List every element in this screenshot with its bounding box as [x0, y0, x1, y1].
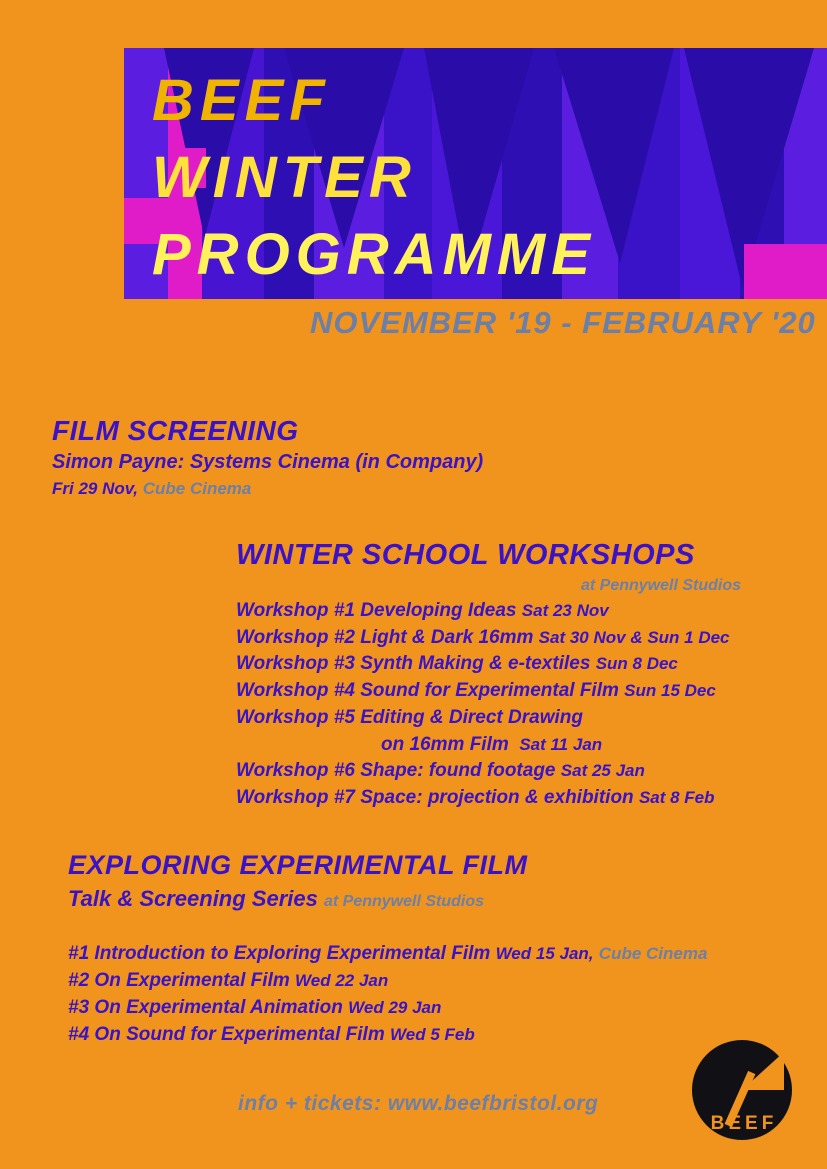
exploring-section [68, 848, 808, 1048]
exploring-list [68, 940, 808, 1048]
banner-line-1: BEEF [152, 68, 331, 133]
workshop-title: Workshop #7 Space: projection & exhibition [236, 786, 634, 808]
exploring-location: at Pennywell Studios [323, 893, 485, 910]
workshop-item [236, 651, 816, 678]
poster-banner [124, 48, 827, 299]
exploring-item-venue: Cube Cinema [598, 944, 708, 963]
exploring-item-title: #2 On Experimental Film [68, 970, 290, 991]
exploring-item-date: Wed 15 Jan, [495, 944, 594, 963]
workshop-title: Workshop #5 Editing & Direct Drawing [236, 706, 583, 728]
footer-info[interactable]: info + tickets: www.beefbristol.org [238, 1092, 599, 1115]
workshop-item [236, 598, 816, 625]
exploring-subheading-line [68, 883, 808, 918]
exploring-subheading: Talk & Screening Series [68, 886, 318, 911]
workshop-title: Workshop #4 Sound for Experimental Film [236, 680, 619, 702]
winter-school-heading: WINTER SCHOOL WORKSHOPS [236, 539, 695, 571]
exploring-item-title: #1 Introduction to Exploring Experimental Film [68, 943, 491, 964]
film-screening-date: Fri 29 Nov, [52, 479, 138, 498]
workshop-date: Sun 8 Dec [595, 654, 678, 674]
film-screening-title: Simon Payne: Systems Cinema (in Company) [52, 451, 484, 473]
workshop-title: on 16mm Film [381, 733, 509, 755]
beef-logo [692, 1040, 802, 1150]
banner-title [152, 62, 827, 293]
film-screening-heading: FILM SCREENING [52, 415, 299, 446]
film-screening-venue: Cube Cinema [142, 479, 252, 498]
workshop-title: Workshop #1 Developing Ideas [236, 600, 517, 621]
exploring-item-date: Wed 22 Jan [295, 971, 389, 990]
workshop-date: Sat 30 Nov & Sun 1 Dec [538, 627, 730, 647]
workshop-date: Sat 23 Nov [521, 601, 609, 620]
logo-label: BEEF [710, 1113, 778, 1134]
exploring-item-title: #4 On Sound for Experimental Film [68, 1024, 385, 1045]
workshop-item [236, 625, 816, 652]
banner-line-3: PROGRAMME [152, 222, 596, 287]
date-range: NOVEMBER '19 - FEBRUARY '20 [310, 305, 816, 340]
workshop-title: Workshop #6 Shape: found footage [236, 760, 556, 782]
workshop-item-continued [236, 732, 816, 759]
banner-line-2: WINTER [152, 145, 417, 210]
workshop-item [236, 758, 816, 785]
workshop-title: Workshop #2 Light & Dark 16mm [236, 626, 534, 648]
workshop-item [236, 678, 816, 705]
exploring-item [68, 940, 808, 967]
film-screening-date-line [52, 476, 483, 502]
exploring-item-title: #3 On Experimental Animation [68, 997, 343, 1018]
winter-school-section [236, 537, 816, 812]
workshop-title: Workshop #3 Synth Making & e-textiles [236, 653, 591, 675]
exploring-item [68, 994, 808, 1021]
exploring-item-date: Wed 29 Jan [348, 998, 442, 1017]
workshop-item [236, 785, 816, 812]
workshop-date: Sun 15 Dec [624, 681, 716, 701]
workshop-date: Sat 11 Jan [519, 734, 603, 754]
workshop-item [236, 705, 816, 732]
exploring-heading: EXPLORING EXPERIMENTAL FILM [68, 850, 528, 880]
winter-school-location: at Pennywell Studios [580, 577, 741, 594]
workshop-date: Sat 8 Feb [638, 787, 715, 807]
workshop-date: Sat 25 Jan [560, 761, 645, 781]
exploring-item-date: Wed 5 Feb [390, 1025, 475, 1044]
exploring-item [68, 967, 808, 994]
film-screening-section [52, 414, 483, 502]
